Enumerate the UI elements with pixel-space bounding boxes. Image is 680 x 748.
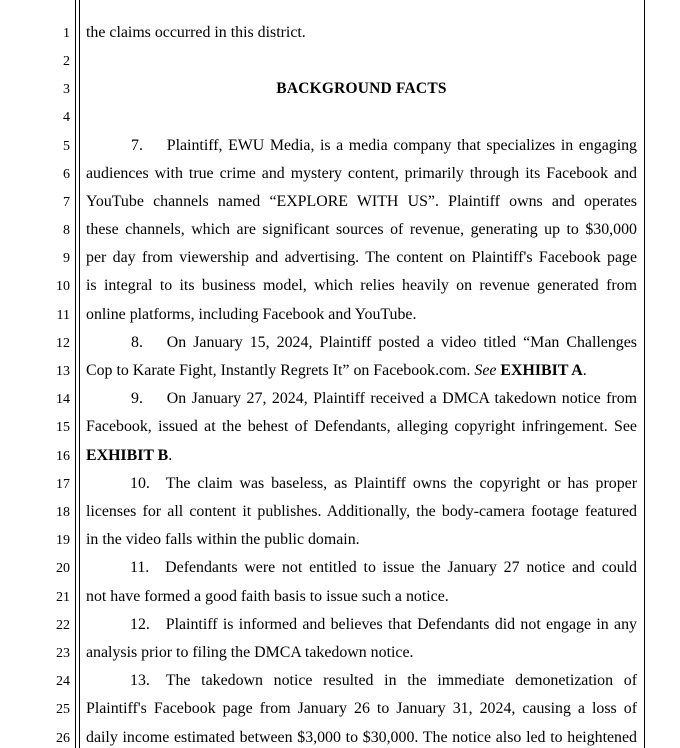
line-number: 3 <box>63 82 70 97</box>
line-number: 20 <box>56 561 70 576</box>
text-line: these channels, which are significant sources of revenue, generating up to $30,000 <box>86 221 637 238</box>
text-line: 8. On January 15, 2024, Plaintiff posted a video titled “Man Challenges <box>131 334 637 351</box>
line-number: 17 <box>56 477 70 492</box>
text-line: 9. On January 27, 2024, Plaintiff received a DMCA takedown notice from <box>131 390 637 407</box>
section-heading: BACKGROUND FACTS <box>276 80 447 97</box>
line-number: 21 <box>56 590 70 605</box>
line-number: 18 <box>56 505 70 520</box>
text-line: analysis prior to filing the DMCA takedown notice. <box>86 644 414 661</box>
text-run: . <box>168 447 173 464</box>
text-line: is integral to its business model, which relies heavily on revenue generated from <box>86 277 637 294</box>
text-line: online platforms, including Facebook and YouTube. <box>86 306 417 323</box>
text-line: 10. The claim was baseless, as Plaintiff owns the copyright or has proper <box>130 475 637 492</box>
line-number: 9 <box>63 251 70 266</box>
text-line: 7. Plaintiff, EWU Media, is a media company that specializes in engaging <box>131 137 637 154</box>
text-run: Cop to Karate Fight, Instantly Regrets It” on Facebook.com. <box>86 362 471 379</box>
text-line: Facebook, issued at the behest of Defendants, alleging copyright infringement. See <box>86 418 637 435</box>
text-line: in the video falls within the public domain. <box>86 531 360 548</box>
exhibit-b-reference: EXHIBIT B <box>86 447 169 464</box>
text-line: the claims occurred in this district. <box>86 24 306 41</box>
line-number: 13 <box>56 364 70 379</box>
line-number: 4 <box>63 110 70 125</box>
line-number: 5 <box>63 139 70 154</box>
line-number: 24 <box>56 674 70 689</box>
text-line: YouTube channels named “EXPLORE WITH US”. Plaintiff owns and operates <box>86 193 637 210</box>
text-line: Plaintiff's Facebook page from January 26 to January 31, 2024, causing a loss of <box>86 700 637 717</box>
line-number: 12 <box>56 336 70 351</box>
text-line: 11. Defendants were not entitled to issue the January 27 notice and could <box>130 559 637 576</box>
line-number: 7 <box>63 195 70 210</box>
line-number: 2 <box>63 54 70 69</box>
text-line: 12. Plaintiff is informed and believes that Defendants did not engage in any <box>130 616 637 633</box>
line-number: 23 <box>56 646 70 661</box>
line-number: 26 <box>56 731 70 746</box>
text-line <box>86 447 637 465</box>
line-number: 11 <box>56 308 70 323</box>
exhibit-a-reference: EXHIBIT A <box>500 362 583 379</box>
line-number: 16 <box>56 449 70 464</box>
text-line: per day from viewership and advertising. The content on Plaintiff's Facebook page <box>86 249 637 266</box>
text-line: not have formed a good faith basis to issue such a notice. <box>86 588 449 605</box>
text-line: licenses for all content it publishes. Additionally, the body-camera footage featured <box>86 503 637 520</box>
line-number: 19 <box>56 533 70 548</box>
line-number: 8 <box>63 223 70 238</box>
line-number: 10 <box>56 279 70 294</box>
text-line: 13. The takedown notice resulted in the immediate demonetization of <box>130 672 637 689</box>
line-number: 22 <box>56 618 70 633</box>
text-line: audiences with true crime and mystery content, primarily through its Facebook and <box>86 165 637 182</box>
text-line <box>86 362 637 380</box>
left-margin-rule-outer <box>75 0 76 748</box>
text-line: daily income estimated between $3,000 to $30,000. The notice also led to heightened <box>86 729 637 746</box>
line-number: 14 <box>56 392 70 407</box>
text-run: . <box>582 362 587 379</box>
see-signal: See <box>474 362 497 379</box>
right-margin-rule <box>644 0 645 748</box>
line-number: 15 <box>56 420 70 435</box>
line-number: 25 <box>56 702 70 717</box>
line-number: 6 <box>63 167 70 182</box>
left-margin-rule-inner <box>79 0 80 748</box>
line-number: 1 <box>63 26 70 41</box>
